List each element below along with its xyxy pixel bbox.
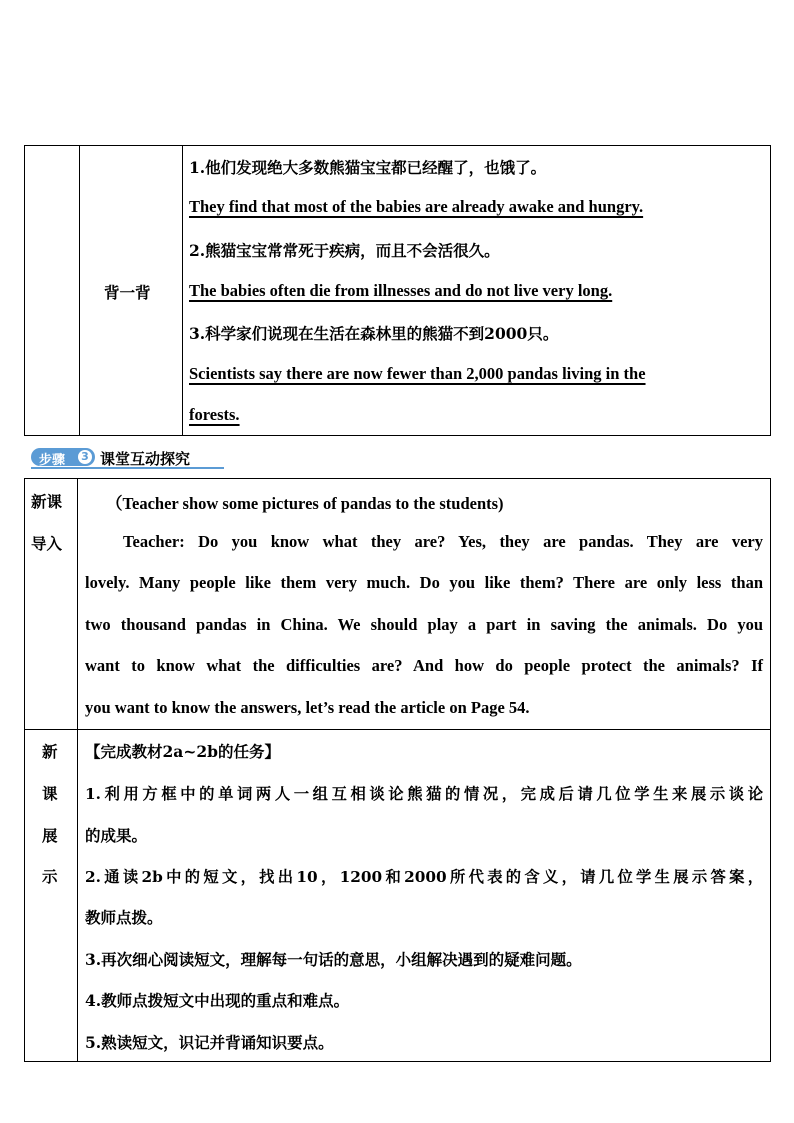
intro-line-6: you want to know the answers, let’s read the article on Page 54. bbox=[85, 698, 530, 717]
recite-line-7: forests. bbox=[189, 405, 240, 424]
intro-line-3: lovely. Many people like them very much. Do you like them? There are only less than bbox=[85, 573, 763, 592]
recite-line-3: 2.熊猫宝宝常常死于疾病，而且不会活很久。 bbox=[189, 241, 500, 260]
display-line-7: 4.教师点拨短文中出现的重点和难点。 bbox=[85, 991, 350, 1010]
intro-line-4: two thousand pandas in China. We should play a part in saving the animals. Do you bbox=[85, 615, 763, 634]
intro-label-2: 导入 bbox=[31, 534, 63, 553]
display-line-4: 2.通读2b中的短文，找出10，1200和2000所代表的含义，请几位学生展示答案， bbox=[85, 868, 763, 886]
display-label-3: 展 bbox=[42, 826, 58, 845]
step-title: 课堂互动探究 bbox=[100, 450, 191, 468]
recite-line-6: Scientists say there are now fewer than 2,000 pandas living in the bbox=[189, 364, 646, 383]
step-underline bbox=[31, 467, 224, 469]
display-line-5: 教师点拨。 bbox=[85, 908, 163, 927]
intro-line-1: （Teacher show some pictures of pandas to the students) bbox=[106, 494, 504, 513]
recite-label: 背一背 bbox=[104, 283, 151, 302]
display-line-6: 3.再次细心阅读短文，理解每一句话的意思，小组解决遇到的疑难问题。 bbox=[85, 950, 582, 969]
display-line-1: 【完成教材2a~2b的任务】 bbox=[85, 742, 280, 761]
display-label-4: 示 bbox=[42, 867, 58, 886]
display-line-8: 5.熟读短文，识记并背诵知识要点。 bbox=[85, 1033, 334, 1052]
step-number: 3 bbox=[78, 450, 92, 464]
recite-line-5: 3.科学家们说现在生活在森林里的熊猫不到2000只。 bbox=[189, 324, 559, 343]
intro-line-5: want to know what the difficulties are? And how do people protect the animals? If bbox=[85, 656, 763, 675]
step-badge-label: 步骤 bbox=[39, 453, 66, 468]
step-badge bbox=[31, 448, 95, 466]
display-label-2: 课 bbox=[42, 784, 58, 803]
display-label-1: 新 bbox=[42, 742, 58, 761]
intro-line-2: Teacher: Do you know what they are? Yes, they are pandas. They are very bbox=[123, 532, 763, 551]
intro-label-1: 新课 bbox=[31, 492, 63, 511]
display-line-3: 的成果。 bbox=[85, 826, 148, 845]
recite-line-1: 1.他们发现绝大多数熊猫宝宝都已经醒了，也饿了。 bbox=[189, 158, 547, 177]
display-line-2: 1.利用方框中的单词两人一组互相谈论熊猫的情况，完成后请几位学生来展示谈论 bbox=[85, 785, 763, 803]
recite-line-4: The babies often die from illnesses and do not live very long. bbox=[189, 281, 613, 300]
recite-line-2: They find that most of the babies are already awake and hungry. bbox=[189, 197, 644, 216]
